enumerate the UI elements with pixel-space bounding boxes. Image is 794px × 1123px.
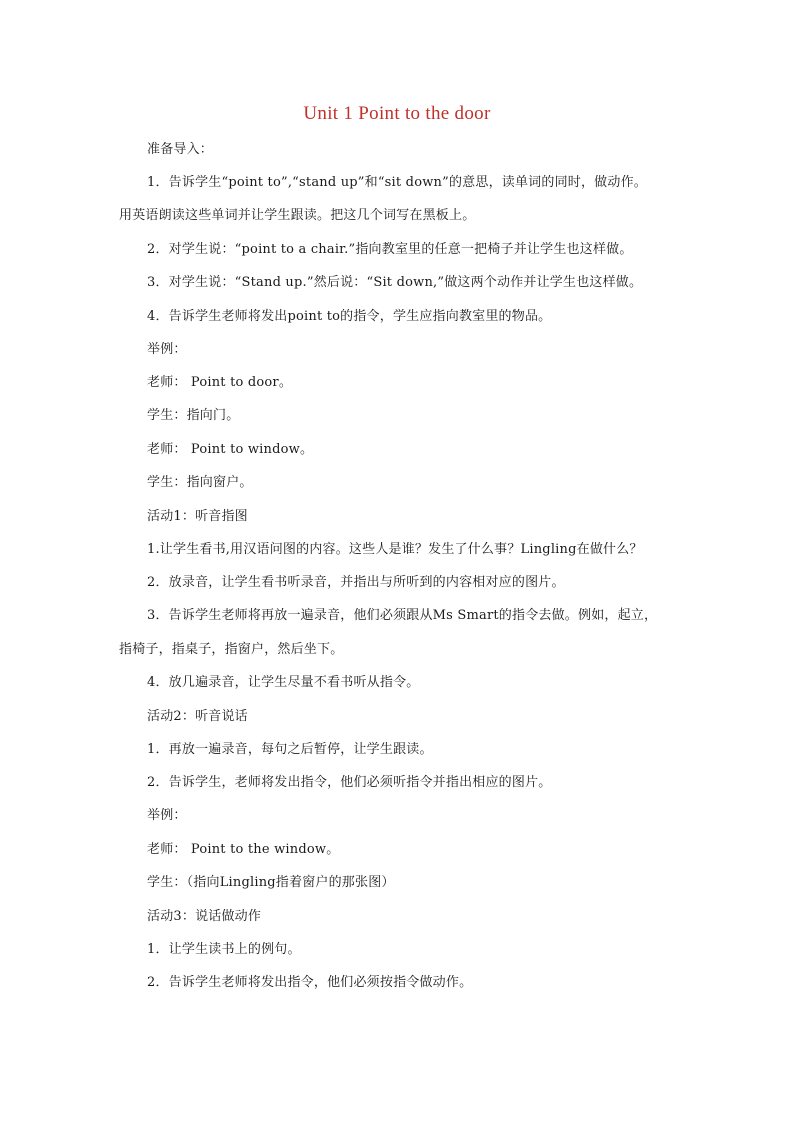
paragraph-line: 1．让学生读书上的例句。	[147, 942, 301, 957]
paragraph-line: 4．放几遍录音，让学生尽量不看书听从指令。	[147, 675, 420, 690]
dialogue-line: 老师： Point to the window。	[147, 842, 340, 857]
example-label: 举例：	[147, 342, 187, 357]
example-label: 举例：	[147, 808, 187, 823]
dialogue-line: 学生：（指向Lingling指着窗户的那张图）	[147, 875, 395, 890]
paragraph-line: 2．放录音，让学生看书听录音，并指出与所听到的内容相对应的图片。	[147, 575, 565, 590]
dialogue-line: 老师： Point to door。	[147, 375, 293, 390]
paragraph-line: 2．对学生说：“point to a chair.”指向教室里的任意一把椅子并让学生也这样做。	[147, 242, 633, 257]
section-heading-preparation: 准备导入：	[147, 142, 214, 157]
section-heading-activity-1: 活动1：听音指图	[147, 509, 248, 524]
paragraph-line: 4．告诉学生老师将发出point to的指令，学生应指向教室里的物品。	[147, 309, 552, 324]
paragraph-line: 3．告诉学生老师将再放一遍录音，他们必须跟从Ms Smart的指令去做。例如，起立，	[147, 608, 658, 623]
dialogue-line: 学生：指向门。	[147, 408, 240, 423]
section-heading-activity-2: 活动2：听音说话	[147, 709, 248, 724]
document-title: Unit 1 Point to the door	[303, 103, 491, 124]
paragraph-line: 用英语朗读这些单词并让学生跟读。把这几个词写在黑板上。	[119, 208, 476, 223]
paragraph-line: 3．对学生说：“Stand up.”然后说：“Sit down,”做这两个动作并让学生也这样做。	[147, 275, 643, 290]
paragraph-line: 1．再放一遍录音，每句之后暂停，让学生跟读。	[147, 742, 433, 757]
paragraph-line: 1．告诉学生“point to”,“stand up”和“sit down”的意思，读单词的同时，做动作。	[147, 175, 647, 190]
dialogue-line: 学生：指向窗户。	[147, 475, 253, 490]
section-heading-activity-3: 活动3：说话做动作	[147, 909, 262, 924]
paragraph-line: 指椅子，指桌子，指窗户，然后坐下。	[119, 642, 344, 657]
paragraph-line: 2．告诉学生，老师将发出指令，他们必须听指令并指出相应的图片。	[147, 775, 552, 790]
paragraph-line: 1.让学生看书,用汉语问图的内容。这些人是谁？发生了什么事？Lingling在做什么？	[147, 542, 643, 557]
paragraph-line: 2．告诉学生老师将发出指令，他们必须按指令做动作。	[147, 975, 473, 990]
dialogue-line: 老师： Point to window。	[147, 442, 314, 457]
